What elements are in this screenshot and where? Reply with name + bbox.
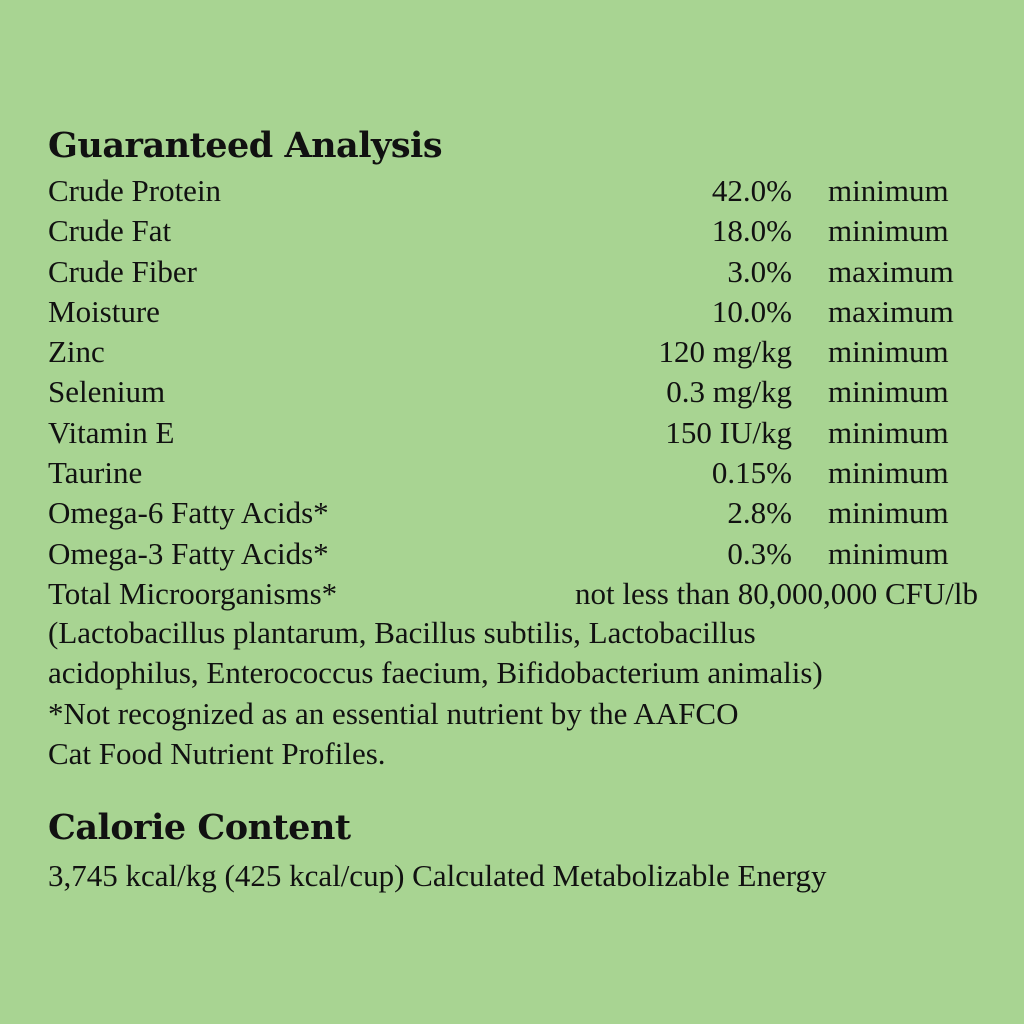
nutrient-name: Zinc bbox=[48, 334, 105, 370]
analysis-row bbox=[48, 493, 978, 533]
nutrient-name: Omega-3 Fatty Acids* bbox=[48, 535, 329, 571]
nutrient-amount: 0.3% bbox=[727, 535, 792, 571]
analysis-row bbox=[48, 372, 978, 412]
nutrient-name: Vitamin E bbox=[48, 414, 175, 450]
nutrient-amount: 120 mg/kg bbox=[658, 334, 792, 370]
analysis-row bbox=[48, 413, 978, 453]
nutrient-name: Taurine bbox=[48, 455, 143, 491]
nutrient-amount: 0.15% bbox=[711, 455, 792, 491]
nutrient-amount: 0.3 mg/kg bbox=[666, 374, 792, 410]
nutrient-qualifier: minimum bbox=[828, 495, 949, 531]
nutrient-amount: 10.0% bbox=[711, 293, 792, 329]
guaranteed-analysis-heading: Guaranteed Analysis bbox=[48, 125, 443, 166]
calorie-content-text: 3,745 kcal/kg (425 kcal/cup) Calculated Metabolizable Energy bbox=[48, 858, 827, 893]
analysis-notes bbox=[48, 613, 823, 774]
nutrient-qualifier: minimum bbox=[828, 334, 949, 370]
analysis-row bbox=[48, 171, 978, 211]
nutrient-name: Crude Fiber bbox=[48, 253, 197, 289]
analysis-row bbox=[48, 534, 978, 574]
nutrient-name: Selenium bbox=[48, 374, 166, 410]
nutrient-amount: 42.0% bbox=[711, 173, 792, 208]
nutrient-amount: 2.8% bbox=[727, 495, 792, 531]
footnote-line: *Not recognized as an essential nutrient by the AAFCO bbox=[48, 695, 739, 731]
analysis-row bbox=[48, 292, 978, 332]
nutrient-qualifier: minimum bbox=[828, 414, 949, 450]
nutrient-qualifier: minimum bbox=[828, 455, 949, 491]
nutrient-qualifier: maximum bbox=[828, 293, 954, 329]
nutrient-name: Total Microorganisms* bbox=[48, 575, 338, 611]
footnote-line: Cat Food Nutrient Profiles. bbox=[48, 735, 386, 771]
analysis-row bbox=[48, 574, 978, 614]
analysis-row bbox=[48, 332, 978, 372]
nutrient-qualifier: minimum bbox=[828, 213, 949, 249]
nutrient-amount: not less than 80,000,000 CFU/lb bbox=[574, 575, 978, 611]
nutrient-name: Moisture bbox=[48, 293, 160, 329]
nutrient-amount: 3.0% bbox=[727, 253, 792, 289]
analysis-row bbox=[48, 211, 978, 251]
nutrient-name: Crude Protein bbox=[48, 173, 222, 208]
analysis-table bbox=[48, 171, 978, 614]
nutrient-name: Omega-6 Fatty Acids* bbox=[48, 495, 329, 531]
calorie-content-heading: Calorie Content bbox=[48, 807, 351, 848]
nutrient-qualifier: minimum bbox=[828, 173, 949, 208]
analysis-row bbox=[48, 252, 978, 292]
analysis-row bbox=[48, 453, 978, 493]
organisms-list-line: (Lactobacillus plantarum, Bacillus subtilis, Lactobacillus bbox=[48, 615, 756, 650]
nutrient-amount: 150 IU/kg bbox=[665, 414, 792, 450]
organisms-list-line: acidophilus, Enterococcus faecium, Bifidobacterium animalis) bbox=[48, 655, 823, 691]
nutrient-qualifier: maximum bbox=[828, 253, 954, 289]
nutrient-amount: 18.0% bbox=[711, 213, 792, 249]
nutrient-name: Crude Fat bbox=[48, 213, 172, 249]
nutrient-qualifier: minimum bbox=[828, 535, 949, 571]
nutrient-qualifier: minimum bbox=[828, 374, 949, 410]
